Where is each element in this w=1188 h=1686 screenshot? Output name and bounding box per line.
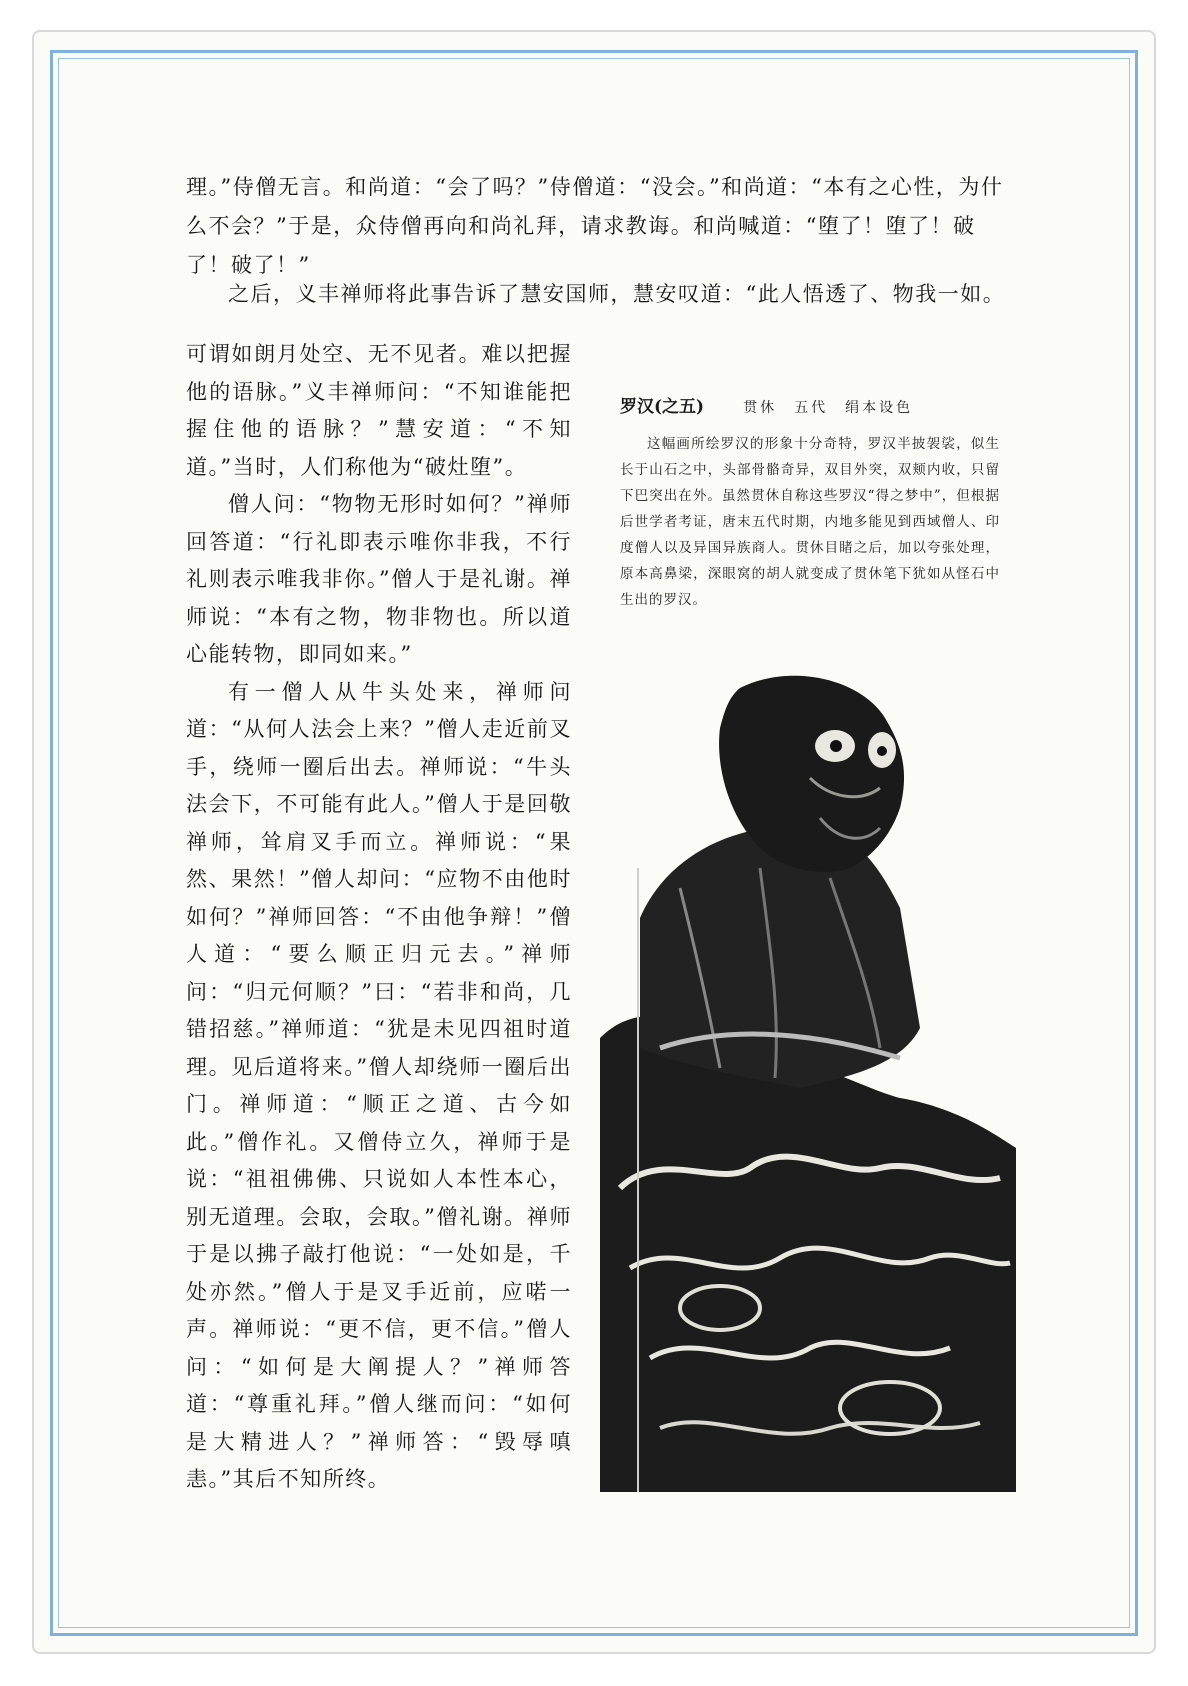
text-column — [186, 336, 572, 1499]
column-paragraph-2: 僧人问：“物物无形时如何？”禅师回答道：“行礼即表示唯你非我，不行礼则表示唯我非你。”僧人于是礼谢。禅师说：“本有之物，物非物也。所以道心能转物，即同如来。” — [186, 492, 572, 666]
column-paragraph-1: 可谓如朗月处空、无不见者。难以把握他的语脉。”义丰禅师问：“不知谁能把握住他的语脉？”慧安道：“不知道。”当时，人们称他为“破灶堕”。 — [186, 342, 572, 479]
column-paragraph-3: 有一僧人从牛头处来，禅师问道：“从何人法会上来？”僧人走近前叉手，绕师一圈后出去。禅师说：“牛头法会下，不可能有此人。”僧人于是回敬禅师，耸肩叉手而立。禅师说：“果然、果然！”僧人却问：“应物不由他时如何？”禅师回答：“不由他争辩！”僧人道：“要么顺正归元去。”禅师问：“归元何顺？”曰：“若非和尚，几错招慈。”禅师道：“犹是未见四祖时道理。见后道将来。”僧人却绕师一圈后出门。禅师道：“顺正之道、古今如此。”僧作礼。又僧侍立久，禅师于是说：“祖祖佛佛、只说如人本性本心，别无道理。会取，会取。”僧礼谢。禅师于是以拂子敲打他说：“一处如是，千处亦然。”僧人于是叉手近前，应喏一声。禅师说：“更不信，更不信。”僧人问：“如何是大阐提人？”禅师答道：“尊重礼拜。”僧人继而问：“如何是大精进人？”禅师答：“毁辱嗔恚。”其后不知所终。 — [186, 679, 572, 1491]
figure-caption — [620, 392, 1000, 613]
caption-meta: 贯休 五代 绢本设色 — [743, 400, 914, 416]
caption-title: 罗汉(之五) — [620, 397, 705, 417]
right-pupil — [877, 746, 887, 756]
paragraph-top-1: 理。”侍僧无言。和尚道：“会了吗？”侍僧道：“没会。”和尚道：“本有之心性，为什么不会？”于是，众侍僧再向和尚礼拜，请求教诲。和尚喊道：“堕了！堕了！破了！破了！” — [186, 175, 1004, 277]
paragraph-top-2: 之后，义丰禅师将此事告诉了慧安国师，慧安叹道：“此人悟透了、物我一如。 — [228, 282, 1006, 306]
left-pupil — [830, 740, 842, 752]
caption-body: 这幅画所绘罗汉的形象十分奇特，罗汉半披袈裟，似生长于山石之中，头部骨骼奇异，双目外突，双颊内收，只留下巴突出在外。虽然贯休自称这些罗汉“得之梦中”，但根据后世学者考证，唐末五代时期，内地多能见到西域僧人、印度僧人以及异国异族商人。贯休目睹之后，加以夸张处理，原本高鼻梁，深眼窝的胡人就变成了贯休笔下犹如从怪石中生出的罗汉。 — [620, 436, 1000, 608]
arhat-painting — [600, 668, 1016, 1492]
